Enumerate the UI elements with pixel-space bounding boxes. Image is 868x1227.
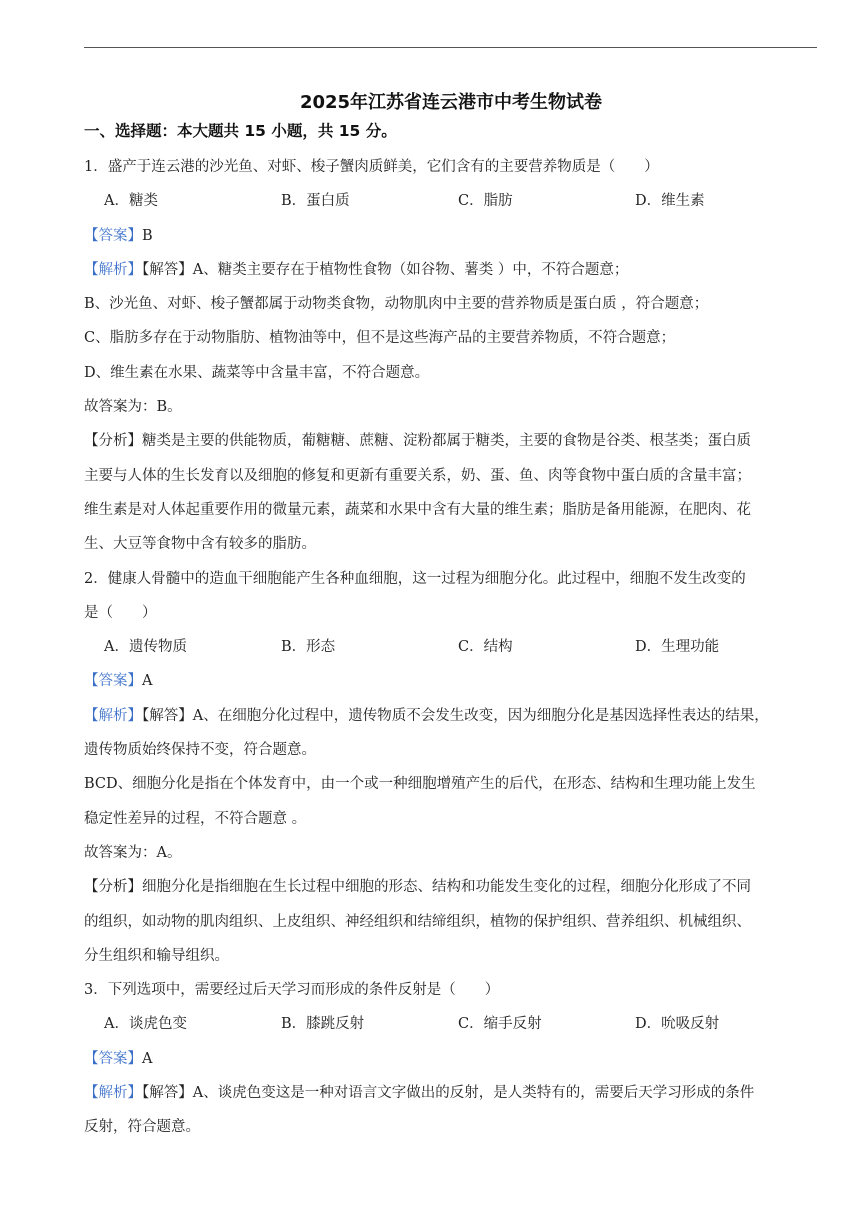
question-stem: 是（ ）	[84, 604, 157, 621]
options-row	[84, 184, 818, 218]
option-a: A．谈虎色变	[104, 1016, 187, 1033]
question-stem: 1．盛产于连云港的沙光鱼、对虾、梭子蟹肉质鲜美，它们含有的主要营养物质是（ ）	[84, 159, 659, 175]
fenxi-line: 维生素是对人体起重要作用的微量元素，蔬菜和水果中含有大量的维生素；脂肪是备用能源，在肥肉、花	[84, 501, 751, 518]
option-d: D．生理功能	[635, 639, 720, 656]
analysis-line: BCD、细胞分化是指在个体发育中，由一个或一种细胞增殖产生的后代，在形态、结构和生理功能上发生	[84, 776, 756, 793]
header-rule	[84, 47, 817, 48]
section-heading: 一、选择题：本大题共 15 小题，共 15 分。	[84, 122, 397, 140]
option-b: B．蛋白质	[281, 193, 350, 210]
question-stem: 2．健康人骨髓中的造血干细胞能产生各种血细胞，这一过程为细胞分化。此过程中，细胞不发生改变的	[84, 570, 746, 587]
question-1	[84, 150, 818, 562]
question-3	[84, 973, 818, 1144]
option-a: A．遗传物质	[104, 639, 187, 656]
options-row	[84, 1007, 818, 1041]
option-d: D．维生素	[635, 193, 705, 210]
conclusion-line: 故答案为：A。	[84, 844, 182, 861]
fenxi-line: 分生组织和输导组织。	[84, 947, 229, 964]
fenxi-text: 糖类是主要的供能物质，葡糖糖、蔗糖、淀粉都属于糖类，主要的食物是谷类、根茎类；蛋白质	[142, 433, 751, 450]
answer-value: A	[142, 1050, 153, 1067]
answer-line	[84, 664, 818, 698]
analysis-line	[84, 253, 818, 287]
fenxi-line: 主要与人体的生长发育以及细胞的修复和更新有重要关系，奶、蛋、鱼、肉等食物中蛋白质的含量丰富；	[84, 467, 751, 484]
analysis-line: 遗传物质始终保持不变，符合题意。	[84, 742, 316, 759]
question-stem: 3．下列选项中，需要经过后天学习而形成的条件反射是（ ）	[84, 982, 500, 999]
analysis-text: 【解答】A、糖类主要存在于植物性食物（如谷物、薯类 ）中，不符合题意；	[142, 261, 629, 278]
page-title: 2025年江苏省连云港市中考生物试卷	[299, 92, 603, 113]
options-row	[84, 630, 818, 664]
answer-tag: 【答案】	[84, 673, 142, 690]
document-body	[84, 92, 818, 1145]
conclusion-line: 故答案为：B。	[84, 399, 182, 416]
analysis-tag: 【解析】	[84, 707, 142, 724]
answer-line	[84, 1042, 818, 1076]
fenxi-text: 细胞分化是指细胞在生长过程中细胞的形态、结构和功能发生变化的过程，细胞分化形成了不同	[142, 879, 751, 896]
fenxi-line	[84, 870, 818, 904]
answer-tag: 【答案】	[84, 1050, 142, 1067]
analysis-line: D、维生素在水果、蔬菜等中含量丰富，不符合题意。	[84, 364, 430, 381]
analysis-line	[84, 1076, 818, 1110]
analysis-line: 反射，符合题意。	[84, 1119, 200, 1136]
option-c: C．脂肪	[458, 193, 513, 210]
analysis-line: B、沙光鱼、对虾、梭子蟹都属于动物类食物，动物肌肉中主要的营养物质是蛋白质 ，符合题意；	[84, 296, 709, 313]
answer-value: A	[142, 673, 153, 690]
fenxi-line	[84, 424, 818, 458]
fenxi-tag: 【分析】	[84, 433, 142, 450]
option-a: A．糖类	[104, 193, 158, 210]
option-d: D．吮吸反射	[635, 1016, 720, 1033]
answer-tag: 【答案】	[84, 227, 142, 244]
option-c: C．结构	[458, 639, 513, 656]
analysis-tag: 【解析】	[84, 261, 142, 278]
analysis-line: C、脂肪多存在于动物脂肪、植物油等中，但不是这些海产品的主要营养物质，不符合题意；	[84, 330, 676, 347]
question-2	[84, 562, 818, 974]
analysis-line	[84, 699, 818, 733]
answer-line	[84, 219, 818, 253]
analysis-text: 【解答】A、谈虎色变这是一种对语言文字做出的反射，是人类特有的，需要后天学习形成的条件	[142, 1085, 755, 1102]
analysis-text: 【解答】A、在细胞分化过程中，遗传物质不会发生改变，因为细胞分化是基因选择性表达的结果，	[142, 707, 769, 724]
option-c: C．缩手反射	[458, 1016, 542, 1033]
answer-value: B	[142, 227, 153, 244]
fenxi-line: 的组织，如动物的肌肉组织、上皮组织、神经组织和结缔组织，植物的保护组织、营养组织、机械组织、	[84, 913, 751, 930]
analysis-line: 稳定性差异的过程，不符合题意 。	[84, 810, 307, 827]
option-b: B．形态	[281, 639, 336, 656]
fenxi-line: 生、大豆等食物中含有较多的脂肪。	[84, 536, 316, 553]
fenxi-tag: 【分析】	[84, 879, 142, 896]
analysis-tag: 【解析】	[84, 1085, 142, 1102]
option-b: B．膝跳反射	[281, 1016, 365, 1033]
